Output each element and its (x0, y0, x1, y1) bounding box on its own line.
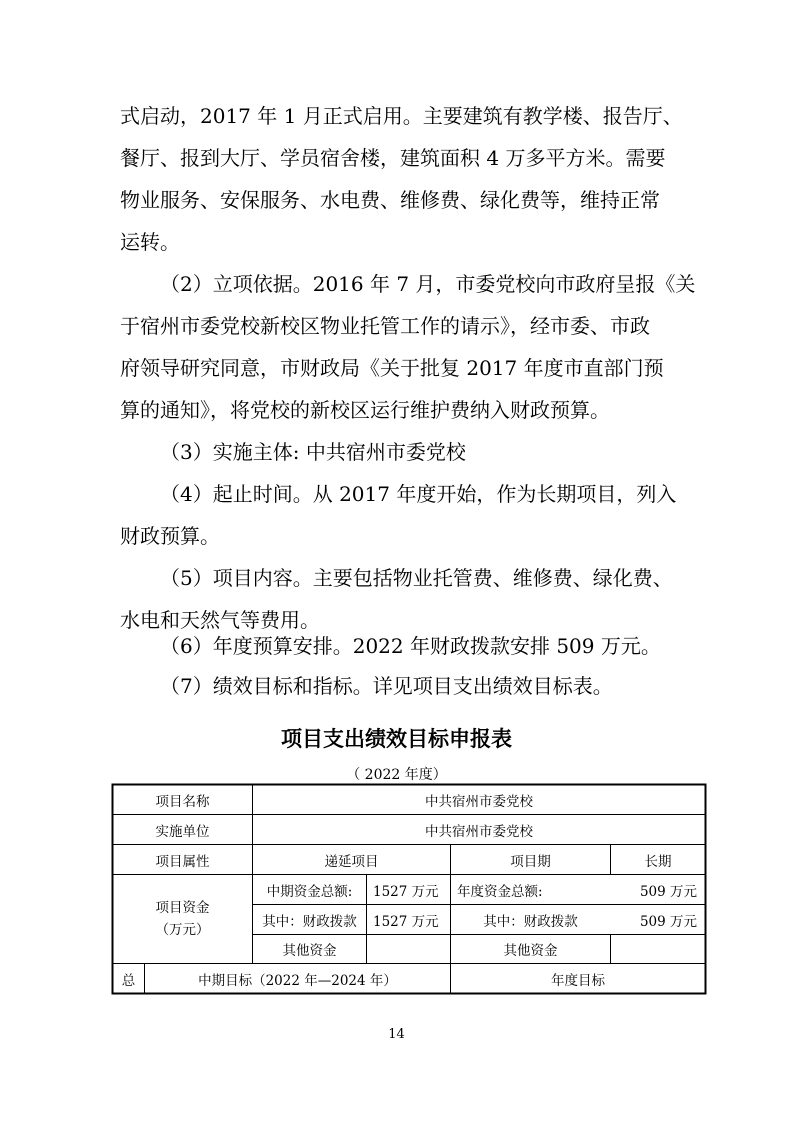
attribute-label: 项目属性 (155, 853, 210, 870)
annual-other-value (611, 935, 705, 963)
text-line: 餐厅、报到大厅、学员宿舍楼，建筑面积 4 万多平方米。需要 (120, 146, 666, 170)
mid-goal-label: 中期目标（2022 年—2024 年） (198, 972, 397, 989)
attribute-value: 递延项目 (324, 853, 379, 870)
page-number: 14 (388, 1027, 405, 1042)
text-line: （2）立项依据。2016 年 7 月，市委党校向市政府呈报《关 (160, 272, 696, 296)
annual-fiscal-value: 509 万元 (639, 913, 697, 930)
project-name-value: 中共宿州市委党校 (425, 793, 533, 810)
text-line: （7）绩效目标和指标。详见项目支出绩效目标表。 (160, 674, 613, 698)
text-line: 物业服务、安保服务、水电费、维修费、绿化费等，维持正常 (120, 188, 660, 212)
annual-total-value: 509 万元 (639, 883, 697, 900)
table-year: （ 2022 年度） (346, 767, 447, 783)
mid-total-label: 中期资金总额: (266, 883, 353, 900)
mid-other-value (367, 935, 450, 963)
annual-fiscal-label: 其中：财政拨款 (483, 913, 578, 930)
text-line: 水电和天然气等费用。 (120, 608, 320, 632)
annual-other-label: 其他资金 (503, 943, 558, 959)
text-line: （5）项目内容。主要包括物业托管费、维修费、绿化费、 (160, 566, 673, 590)
text-line: （6）年度预算安排。2022 年财政拨款安排 509 万元。 (160, 634, 661, 658)
fund-label (113, 875, 252, 963)
text-line: 算的通知》，将党校的新校区运行维护费纳入财政预算。 (120, 398, 610, 422)
mid-fiscal-value: 1527 万元 (373, 913, 439, 930)
text-line: 财政预算。 (120, 524, 220, 548)
project-name-label: 项目名称 (155, 793, 210, 810)
text-line: 府领导研究同意，市财政局《关于批复 2017 年度市直部门预 (120, 356, 664, 380)
fund-label-line1: 项目资金 (155, 900, 210, 916)
mid-other-label: 其他资金 (282, 943, 337, 959)
annual-goal-label: 年度目标 (551, 972, 605, 989)
period-label: 项目期 (510, 853, 551, 870)
mid-total-value: 1527 万元 (373, 883, 439, 900)
text-line: 于宿州市委党校新校区物业托管工作的请示》，经市委、市政 (120, 314, 650, 338)
fund-label-line2: （万元） (155, 922, 210, 938)
implementer-label: 实施单位 (155, 823, 210, 840)
implementer-value: 中共宿州市委党校 (425, 823, 533, 840)
period-value: 长期 (644, 853, 672, 870)
text-line: 运转。 (120, 230, 180, 254)
annual-total-label: 年度资金总额: (457, 883, 543, 900)
text-line: （4）起止时间。从 2017 年度开始，作为长期项目，列入 (160, 482, 677, 506)
text-line: （3）实施主体: 中共宿州市委党校 (160, 440, 466, 464)
table-title: 项目支出绩效目标申报表 (281, 727, 512, 751)
goal-column-label: 总 (121, 972, 136, 989)
text-line: 式启动，2017 年 1 月正式启用。主要建筑有教学楼、报告厅、 (120, 104, 683, 128)
mid-fiscal-label: 其中：财政拨款 (262, 913, 357, 930)
